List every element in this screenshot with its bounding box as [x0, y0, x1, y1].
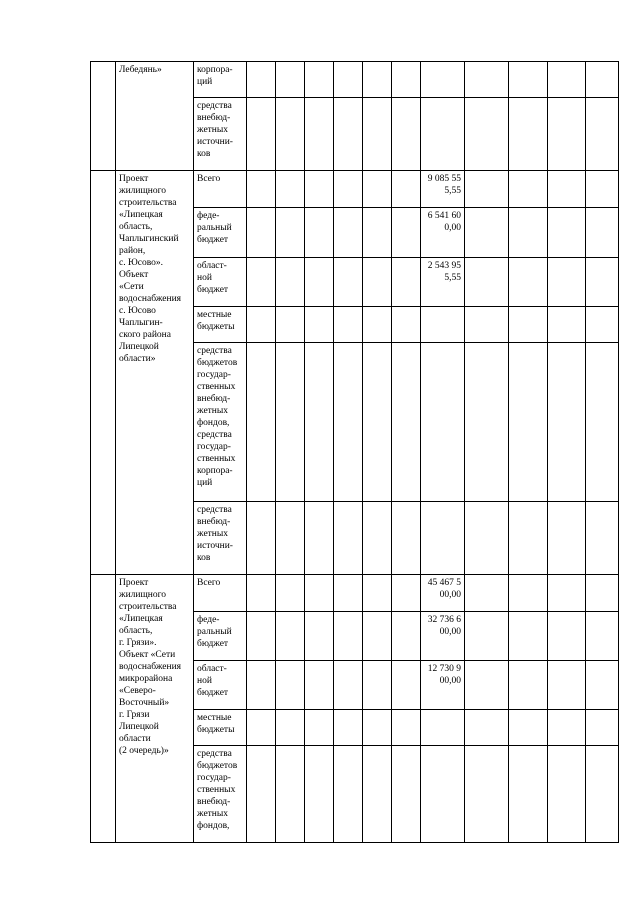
funding-source-cell: феде- ральный бюджет: [194, 612, 247, 661]
table-row: [91, 171, 619, 208]
funding-source-cell: област- ной бюджет: [194, 661, 247, 710]
row-number-cell: [91, 62, 116, 171]
funding-source-cell: средства внебюд- жетных источни- ков: [194, 98, 247, 171]
total-amount-cell: 45 467 5 00,00: [421, 575, 465, 612]
funding-source-cell: Всего: [194, 171, 247, 208]
funding-source-cell: средства бюджетов государ- ственных внебюд- жетных фондов,: [194, 746, 247, 843]
total-amount-cell: [421, 307, 465, 343]
total-amount-cell: 9 085 55 5,55: [421, 171, 465, 208]
funding-source-cell: корпора- ций: [194, 62, 247, 98]
funding-source-cell: феде- ральный бюджет: [194, 208, 247, 258]
total-amount-cell: [421, 746, 465, 843]
project-name-cell: Проект жилищного строительства «Липецкая область, г. Грязи». Объект «Сети водоснабжения микрорайона «Северо- Восточный» г. Грязи Липецкой области (2 очередь)»: [116, 575, 194, 843]
row-number-cell: [91, 575, 116, 843]
funding-source-cell: Всего: [194, 575, 247, 612]
total-amount-cell: 2 543 95 5,55: [421, 258, 465, 307]
total-amount-cell: [421, 502, 465, 575]
project-name-cell: Лебедянь»: [116, 62, 194, 171]
project-name-cell: Проект жилищного строительства «Липецкая область, Чаплыгинский район, с. Юсово». Объект «Сети водоснабжения с. Юсово Чаплыгин- ского района Липецкой области»: [116, 171, 194, 575]
budget-table: [90, 61, 619, 843]
funding-source-cell: средства внебюд- жетных источни- ков: [194, 502, 247, 575]
table-body: [91, 62, 619, 843]
funding-source-cell: местные бюджеты: [194, 710, 247, 746]
row-number-cell: [91, 171, 116, 575]
total-amount-cell: [421, 98, 465, 171]
table-row: [91, 575, 619, 612]
total-amount-cell: 32 736 6 00,00: [421, 612, 465, 661]
funding-source-cell: средства бюджетов государ- ственных внебюд- жетных фондов, средства государ- ственных корпора- ций: [194, 343, 247, 502]
total-amount-cell: [421, 343, 465, 502]
total-amount-cell: [421, 62, 465, 98]
total-amount-cell: 12 730 9 00,00: [421, 661, 465, 710]
total-amount-cell: [421, 710, 465, 746]
table-row: [91, 62, 619, 98]
funding-source-cell: местные бюджеты: [194, 307, 247, 343]
total-amount-cell: 6 541 60 0,00: [421, 208, 465, 258]
funding-source-cell: област- ной бюджет: [194, 258, 247, 307]
